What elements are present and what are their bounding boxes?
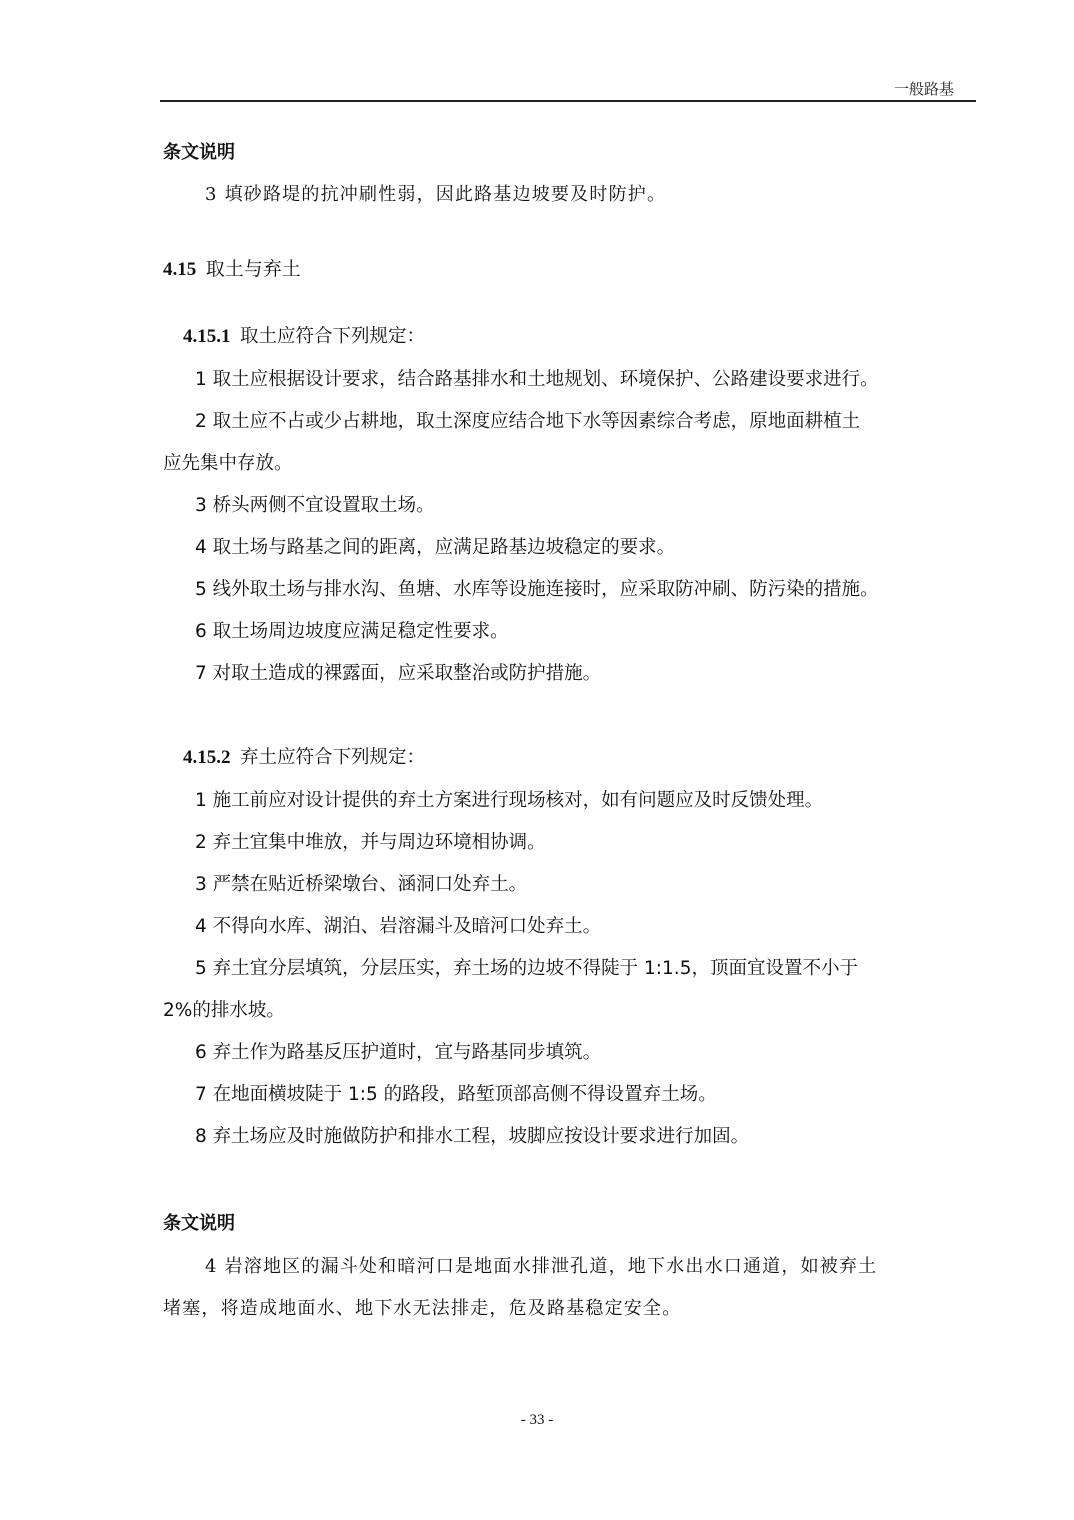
clause-number: 4.15.1: [183, 326, 231, 347]
section-number: 4.15: [163, 259, 197, 280]
list-item: 4 取土场与路基之间的距离，应满足路基边坡稳定的要求。: [195, 537, 676, 558]
list-item: 7 对取土造成的裸露面，应采取整治或防护措施。: [195, 663, 602, 684]
list-item: 6 取土场周边坡度应满足稳定性要求。: [195, 621, 509, 642]
list-item: 8 弃土场应及时施做防护和排水工程，坡脚应按设计要求进行加固。: [195, 1126, 750, 1147]
list-item: 3 桥头两侧不宜设置取土场。: [195, 495, 435, 516]
running-header: 一般路基: [893, 80, 954, 98]
list-item: 2 取土应不占或少占耕地，取土深度应结合地下水等因素综合考虑，原地面耕植土: [195, 411, 861, 432]
note-paragraph: 4 岩溶地区的漏斗处和暗河口是地面水排泄孔道，地下水出水口通道，如被弃土: [205, 1256, 878, 1277]
list-item: 1 施工前应对设计提供的弃土方案进行现场核对，如有问题应及时反馈处理。: [195, 790, 824, 811]
list-item: 5 弃土宜分层填筑，分层压实，弃土场的边坡不得陡于 1:1.5，顶面宜设置不小于: [195, 958, 858, 979]
clause-title: 弃土应符合下列规定：: [240, 747, 426, 768]
clause-title: 取土应符合下列规定：: [240, 326, 426, 347]
clause-heading: [183, 325, 425, 349]
note-paragraph: 3 填砂路堤的抗冲刷性弱，因此路基边坡要及时防护。: [205, 184, 667, 205]
clause-number: 4.15.2: [183, 747, 231, 768]
note-title: 条文说明: [163, 1213, 235, 1234]
page-number: - 33 -: [520, 1412, 554, 1428]
list-item-continuation: 2%的排水坡。: [163, 1000, 285, 1021]
list-item: 4 不得向水库、湖泊、岩溶漏斗及暗河口处弃土。: [195, 916, 602, 937]
header-rule: [160, 100, 976, 102]
clause-heading: [183, 746, 425, 770]
list-item: 3 严禁在贴近桥梁墩台、涵洞口处弃土。: [195, 874, 528, 895]
section-title: 取土与弃土: [205, 258, 301, 280]
note-paragraph-continuation: 堵塞，将造成地面水、地下水无法排走，危及路基稳定安全。: [163, 1298, 682, 1319]
note-title: 条文说明: [163, 142, 235, 163]
list-item-continuation: 应先集中存放。: [163, 453, 293, 474]
list-item: 1 取土应根据设计要求，结合路基排水和土地规划、环境保护、公路建设要求进行。: [195, 369, 879, 390]
list-item: 5 线外取土场与排水沟、鱼塘、水库等设施连接时，应采取防冲刷、防污染的措施。: [195, 579, 879, 600]
section-heading: [163, 257, 301, 282]
list-item: 7 在地面横坡陡于 1:5 的路段，路堑顶部高侧不得设置弃土场。: [195, 1084, 717, 1105]
list-item: 2 弃土宜集中堆放，并与周边环境相协调。: [195, 832, 546, 853]
list-item: 6 弃土作为路基反压护道时，宜与路基同步填筑。: [195, 1042, 602, 1063]
